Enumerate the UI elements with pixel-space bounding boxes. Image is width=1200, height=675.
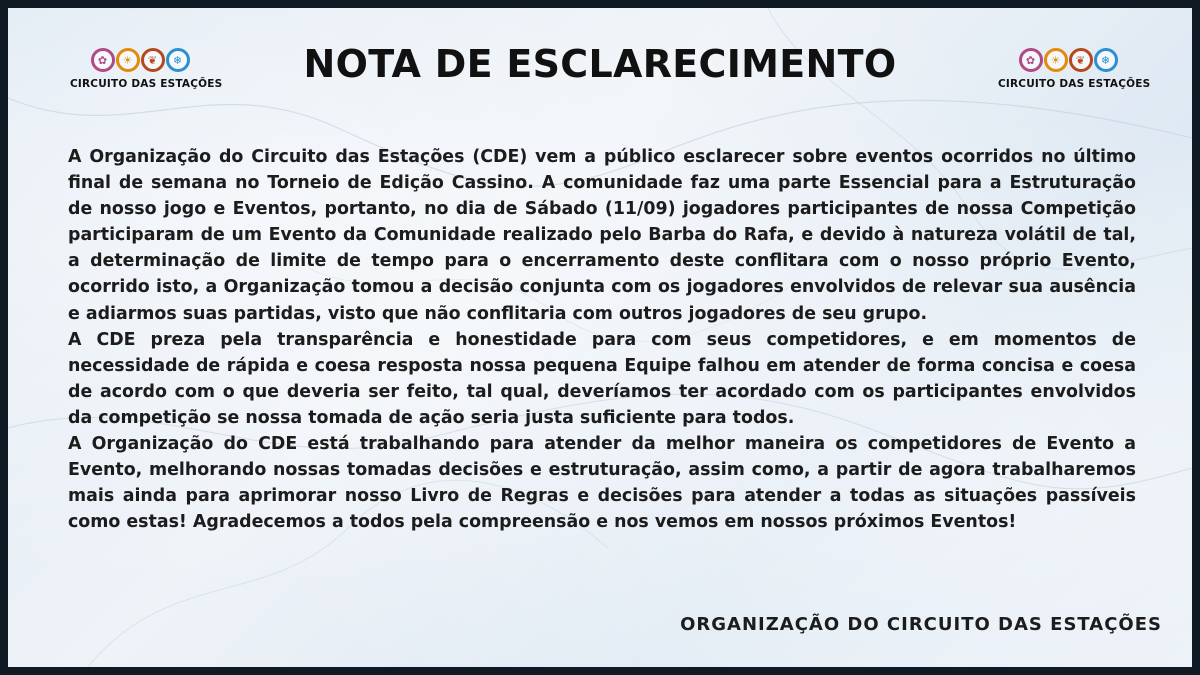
signature: ORGANIZAÇÃO DO CIRCUITO DAS ESTAÇÕES xyxy=(680,614,1162,635)
autumn-leaf-icon: ❦ xyxy=(141,48,165,72)
notice-card xyxy=(8,8,1192,667)
winter-snowflake-icon: ❄ xyxy=(166,48,190,72)
notice-body xyxy=(68,144,1136,535)
page-title: NOTA DE ESCLARECIMENTO xyxy=(303,42,897,86)
spring-flower-icon: ✿ xyxy=(91,48,115,72)
paragraph-1: A Organização do Circuito das Estações (CDE) vem a público esclarecer sobre eventos ocorridos no último final de semana no Torneio de Edição Cassino. A comunidade faz uma parte Essencial para a Estruturação de nosso jogo e Eventos, portanto, no dia de Sábado (11/09) jogadores participantes de nossa Competição participaram de um Evento da Comunidade realizado pelo Barba do Rafa, e devido à natureza volátil de tal, a determinação de limite de tempo para o encerramento deste conflitara com o nosso próprio Evento, ocorrido isto, a Organização tomou a decisão conjunta com os jogadores envolvidos de relevar sua ausência e adiarmos suas partidas, visto que não conflitaria com outros jogadores de seu grupo. xyxy=(68,147,1136,324)
spring-flower-icon: ✿ xyxy=(1019,48,1043,72)
autumn-leaf-icon: ❦ xyxy=(1069,48,1093,72)
winter-snowflake-icon: ❄ xyxy=(1094,48,1118,72)
circuito-logo-right xyxy=(998,48,1151,112)
paragraph-2: A CDE preza pela transparência e honestidade para com seus competidores, e em momentos de necessidade de rápida e coesa resposta nossa pequena Equipe falhou em atender de forma concisa e coesa de acordo com o que deveria ser feito, tal qual, deveríamos ter acordado com os participantes envolvidos da competição se nossa tomada de ação seria justa suficiente para todos. xyxy=(68,329,1136,428)
logo-text: CIRCUITO DAS ESTAÇÕES xyxy=(70,78,223,90)
summer-sun-icon: ☀ xyxy=(1044,48,1068,72)
summer-sun-icon: ☀ xyxy=(116,48,140,72)
paragraph-3: A Organização do CDE está trabalhando para atender da melhor maneira os competidores de Evento a Evento, melhorando nossas tomadas decisões e estruturação, assim como, a partir de agora trabalharemos mais ainda para aprimorar nosso Livro de Regras e decisões para atender a todas as situações passíveis como estas! Agradecemos a todos pela compreensão e nos vemos em nossos próximos Eventos! xyxy=(68,434,1136,533)
logo-text: CIRCUITO DAS ESTAÇÕES xyxy=(998,78,1151,90)
